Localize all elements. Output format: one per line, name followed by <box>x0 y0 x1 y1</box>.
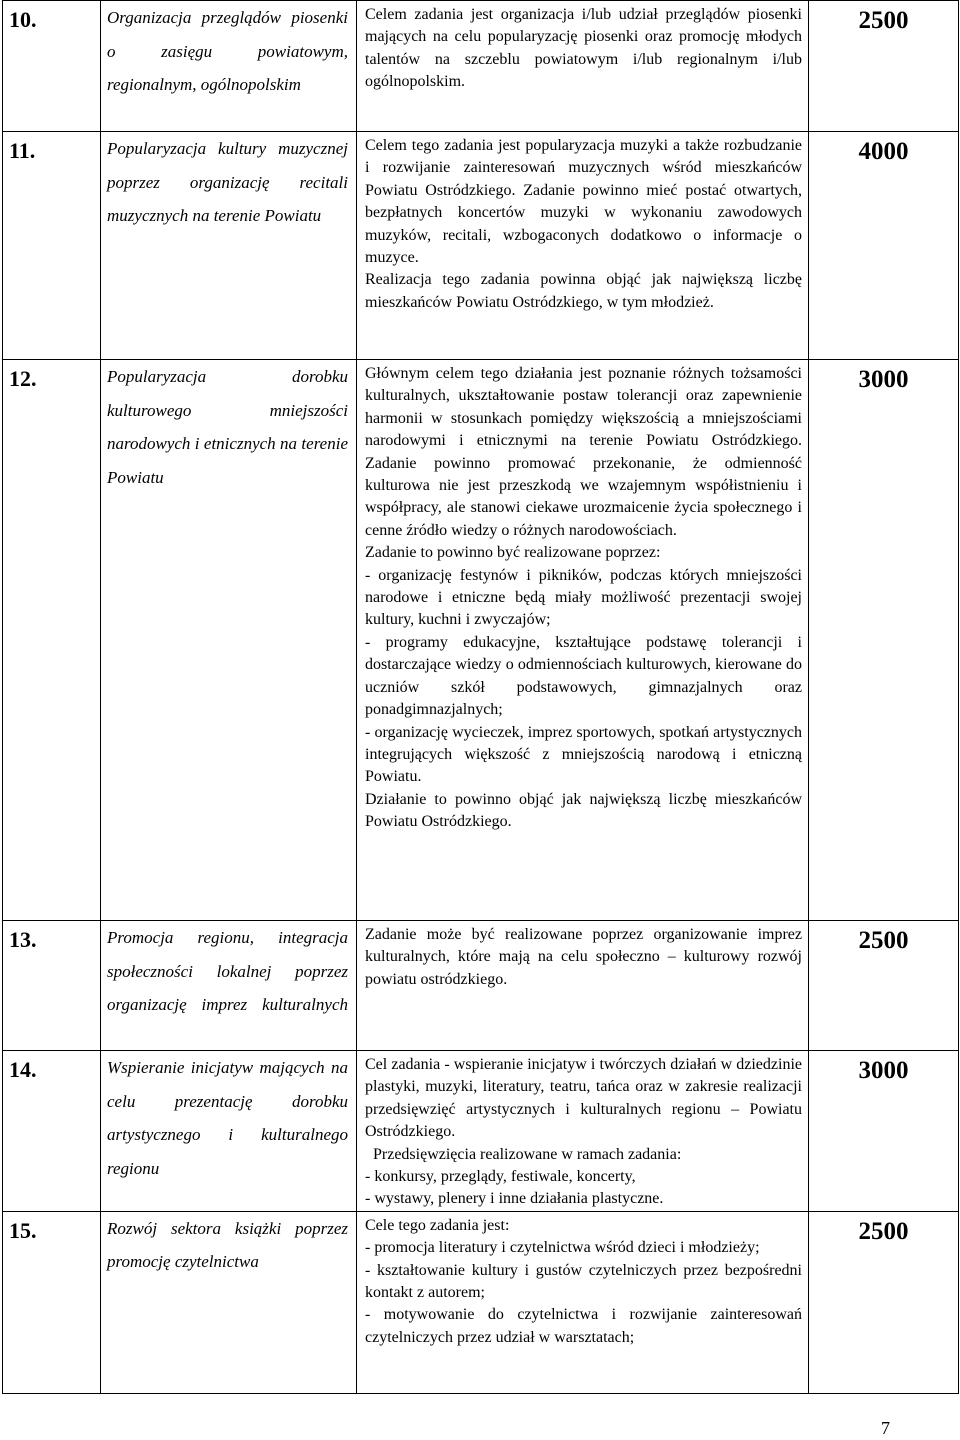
task-amount: 2500 <box>809 1211 959 1393</box>
description-bullet: - motywowanie do czytelnictwa i rozwijanie zainteresowań czytelniczych przez udział w warsztatach; <box>365 1306 802 1346</box>
task-description <box>357 1 809 132</box>
description-bullet: - organizację wycieczek, imprez sportowych, spotkań artystycznych integrujących większość z mniejszością narodową i etniczną Powiatu. <box>365 723 802 786</box>
task-amount: 3000 <box>809 1051 959 1212</box>
task-row-11 <box>3 132 959 360</box>
task-description <box>357 1211 809 1393</box>
task-number: 11. <box>3 132 101 360</box>
task-description <box>357 132 809 360</box>
description-bullet: - kształtowanie kultury i gustów czytelniczych przez bezpośredni kontakt z autorem; <box>365 1261 802 1302</box>
tasks-table <box>2 0 959 1394</box>
task-number: 14. <box>3 1051 101 1212</box>
task-name: Popularyzacja kultury muzycznej poprzez organizację recitali muzycznych na terenie Powiatu <box>101 132 357 360</box>
description-paragraph: Działanie to powinno objąć jak największą liczbę mieszkańców Powiatu Ostródzkiego. <box>365 790 802 831</box>
task-row-15 <box>3 1211 959 1393</box>
description-paragraph: Cele tego zadania jest: <box>365 1216 510 1234</box>
description-paragraph: Przedsięwzięcia realizowane w ramach zadania: <box>373 1145 682 1163</box>
task-row-12 <box>3 360 959 921</box>
task-amount: 4000 <box>809 132 959 360</box>
task-number: 13. <box>3 921 101 1051</box>
task-number: 10. <box>3 1 101 132</box>
task-name: Organizacja przeglądów piosenki o zasięgu powiatowym, regionalnym, ogólnopolskim <box>101 1 357 132</box>
description-bullet: - promocja literatury i czytelnictwa wśród dzieci i młodzieży; <box>365 1239 760 1257</box>
task-row-13 <box>3 921 959 1051</box>
task-number: 12. <box>3 360 101 921</box>
task-amount: 3000 <box>809 360 959 921</box>
description-bullet: - organizację festynów i pikników, podczas których mniejszości narodowe i etniczne będą miały możliwość prezentacji swojej kultury, kuchni i zwyczajów; <box>365 566 802 629</box>
task-name: Rozwój sektora książki poprzez promocję czytelnictwa <box>101 1211 357 1393</box>
description-paragraph: Zadanie to powinno być realizowane poprzez: <box>365 544 661 562</box>
task-description <box>357 360 809 921</box>
description-paragraph: Cel zadania - wspieranie inicjatyw i twórczych działań w dziedzinie plastyki, muzyki, literatury, teatru, tańca oraz w zakresie realizacji przedsięwzięć artystycznych i kulturalnych regionu – Powiatu Ostródzkiego. <box>365 1056 802 1141</box>
description-paragraph: Realizacja tego zadania powinna objąć jak największą liczbę mieszkańców Powiatu Ostródzkiego, w tym młodzież. <box>365 271 802 311</box>
task-name: Promocja regionu, integracja społeczności lokalnej poprzez organizację imprez kulturalnych <box>101 921 357 1051</box>
task-description <box>357 1051 809 1212</box>
description-bullet: - wystawy, plenery i inne działania plastyczne. <box>365 1190 664 1208</box>
description-paragraph: Celem zadania jest organizacja i/lub udział przeglądów piosenki mających na celu popularyzację piosenki oraz promocję młodych talentów na szczeblu powiatowym i/lub regionalnym i/lub ogólnopolskim. <box>365 6 802 91</box>
task-name: Popularyzacja dorobku kulturowego mniejszości narodowych i etnicznych na terenie Powiatu <box>101 360 357 921</box>
description-bullet: - konkursy, przeglądy, festiwale, koncerty, <box>365 1168 636 1186</box>
description-paragraph: Zadanie może być realizowane poprzez organizowanie imprez kulturalnych, które mają na celu społeczno – kulturowy rozwój powiatu ostródzkiego. <box>365 926 802 988</box>
task-description <box>357 921 809 1051</box>
description-paragraph: Celem tego zadania jest popularyzacja muzyki a także rozbudzanie i rozwijanie zainteresowań muzycznych wśród mieszkańców Powiatu Ostródzkiego. Zadanie powinno mieć postać otwartych, bezpłatnych koncertów muzyki w wykonaniu zawodowych muzyków, recitali, wzbogaconych dodatkowo o informacje o muzyce. <box>365 137 802 267</box>
task-amount: 2500 <box>809 1 959 132</box>
task-name: Wspieranie inicjatyw mających na celu prezentację dorobku artystycznego i kulturalnego regionu <box>101 1051 357 1212</box>
description-bullet: - programy edukacyjne, kształtujące podstawę tolerancji i dostarczające wiedzy o odmiennościach kulturowych, kierowane do uczniów szkół podstawowych, gimnazjalnych oraz ponadgimnazjalnych; <box>365 633 802 719</box>
page-number: 7 <box>881 1418 890 1438</box>
task-row-10 <box>3 1 959 132</box>
description-paragraph: Głównym celem tego działania jest poznanie różnych tożsamości kulturalnych, ukształtowanie postaw tolerancji oraz zapewnienie harmonii w stosunkach pomiędzy większością a mniejszościami narodowymi i etnicznymi na terenie Powiatu Ostródzkiego. Zadanie powinno promować przekonanie, że odmienność kulturowa nie jest przeszkodą we wzajemnym współistnieniu i współpracy, ale stanowi ciekawe urozmaicenie życia społecznego i cenne źródło wiedzy o różnych narodowościach. <box>365 365 802 539</box>
task-amount: 2500 <box>809 921 959 1051</box>
task-row-14 <box>3 1051 959 1212</box>
task-number: 15. <box>3 1211 101 1393</box>
